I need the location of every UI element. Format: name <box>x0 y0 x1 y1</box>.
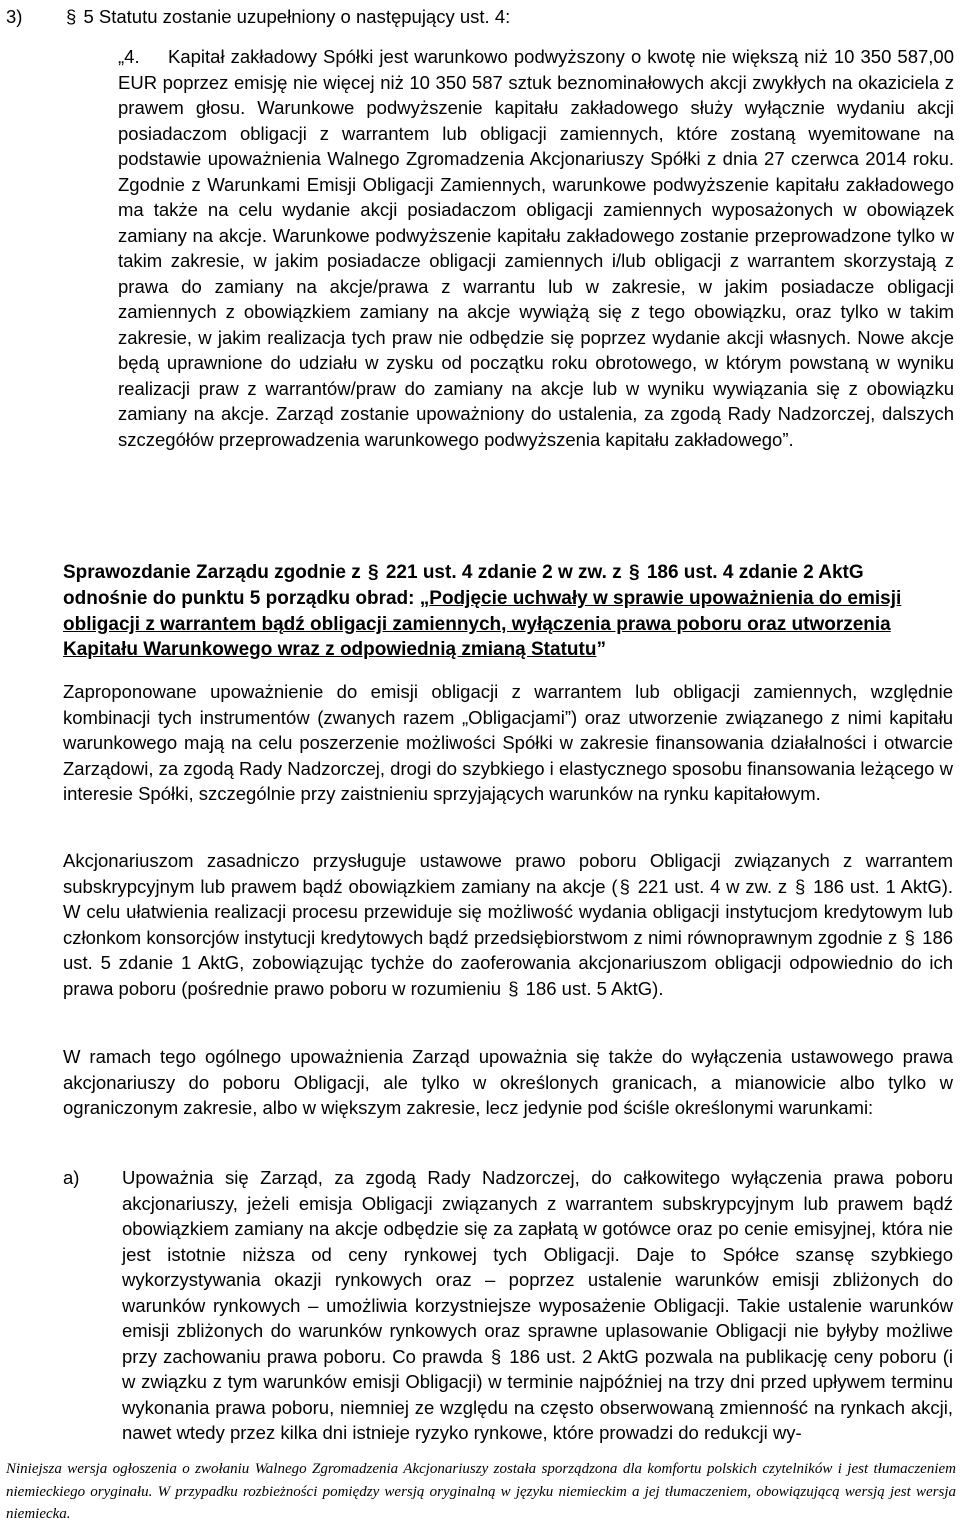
paragraph-exclusion-conditions: W ramach tego ogólnego upoważnienia Zarząd upoważnia się także do wyłączenia ustawowego prawa akcjonariuszy do poboru Obligacji, ale tylko w określonych granicach, a mianowicie albo tylko w ograniczonym zakresie, albo w większym zakresie, lecz jedynie pod ściśle określonymi warunkami: <box>63 1046 953 1119</box>
text-span: 221 ust. 4 w zw. z <box>637 875 788 897</box>
close-quote: ” <box>596 639 606 661</box>
amendment-heading <box>6 4 946 30</box>
text-span: Akcjonariuszom zasadniczo przysługuje ustawowe prawo poboru Obligacji związanych z warrantem subskrypcyjnym lub prawem bądź obowiązkiem zamiany na akcje ( <box>63 850 953 897</box>
list-item-a <box>63 1165 953 1446</box>
text-span: Upoważnia się Zarząd, za zgodą Rady Nadzorczej, do całkowitego wyłączenia prawa poboru akcjonariuszy, jeżeli emisja Obligacji związanych z warrantem subskrypcyjnym lub prawem bądź obowiązkiem zamiany na akcje odbędzie się za zapłatą w gotówce oraz po cenie emisyjnej, która nie jest istotnie niższa od ceny rynkowej tych Obligacji. Daje to Spółce szansę szybkiego wykorzystywania okazji rynkowych oraz – poprzez ustalenie warunków emisji zbliżonych do warunków rynkowych – umożliwia korzystniejsze wyposażenie Obligacji. Takie ustalenie warunków emisji zbliżonych do warunków rynkowych oraz sprawne uplasowanie Obligacji nie byłyby możliwe przy zachowaniu prawa poboru. Co prawda <box>122 1167 953 1367</box>
section-sign: § <box>904 926 915 948</box>
report-heading <box>63 560 953 663</box>
text-span: 186 ust. 2 AktG pozwala na publikację ceny poboru (i w związku z tym warunków emisji Obligacji) w terminie najpóźniej na trzy dni przed upływem terminu wykonania prawa poboru, niemniej ze względu na często obserwowaną zmienność na rynkach akcji, nawet wtedy przez kilka dni istnieje ryzyko rynkowe, które prowadzi do redukcji wy- <box>122 1345 954 1444</box>
report-heading-part3: 186 ust. 4 zdanie 2 AktG odnośnie do punktu 5 porządku obrad: <box>63 562 864 609</box>
section-sign: § <box>508 977 519 999</box>
paragraph-purpose: Zaproponowane upoważnienie do emisji obligacji z warrantem lub obligacji zamiennych, względnie kombinacji tych instrumentów (zwanych razem „Obligacjami”) oraz utworzenie związanego z nimi kapitału warunkowego mają na celu poszerzenie możliwości Spółki w zakresie finansowania działalności i otwarcie Zarządowi, za zgodą Rady Nadzorczej, drogi do szybkiego i elastycznego sposobu finansowania leżącego w interesie Spółki, szczególnie przy zaistnieniu sprzyjających warunków na rynku kapitałowym. <box>63 681 953 805</box>
amendment-number: 3) <box>6 6 23 27</box>
section-sign: § <box>619 875 630 897</box>
statute-paragraph-text: Kapitał zakładowy Spółki jest warunkowo podwyższony o kwotę nie większą niż 10 350 587,00 EUR poprzez emisję nie więcej niż 10 350 587 sztuk beznominałowych akcji zwykłych na okaziciela z prawem głosu. Warunkowe podwyższenie kapitału zakładowego służy wyłącznie wydaniu akcji posiadaczom obligacji z warrantem lub obligacji zamiennych, które zostaną wyemitowane na podstawie upoważnienia Walnego Zgromadzenia Akcjonariuszy Spółki z dnia 27 czerwca 2014 roku. Zgodnie z Warunkami Emisji Obligacji Zamiennych, warunkowe podwyższenie kapitału zakładowego ma także na celu wydanie akcji posiadaczom obligacji zamiennych wyposażonych w obowiązek zamiany na akcje. Warunkowe podwyższenie kapitału zakładowego zostanie przeprowadzone tylko w takim zakresie, w jakim posiadacze obligacji zamiennych i/lub obligacji z warrantem skorzystają z prawa do zamiany na akcje/prawa z warrantu lub w zakresie, w jakim posiadacze obligacji zamiennych z obowiązkiem zamiany na akcje wywiążą się z tego obowiązku, oraz tylko w takim zakresie, w jakim realizacja tych praw nie odbędzie się poprzez wydanie akcji własnych. Nowe akcje będą uprawnione do udziału w zysku od początku roku obrotowego, w którym powstaną w wyniku realizacji praw z warrantów/praw do zamiany na akcje lub w wyniku wywiązania się z obowiązku zamiany na akcje. Zarząd zostanie upoważniony do ustalenia, za zgodą Rady Nadzorczej, dalszych szczegółów przeprowadzenia warunkowego podwyższenia kapitału zakładowego”. <box>118 46 954 450</box>
text-span: 186 ust. 1 AktG). W celu ułatwienia realizacji procesu przewiduje się możliwość wydania obligacji instytucjom kredytowym lub członkom konsorcjów instytucji kredytowych bądź przedsiębiorstwom z nimi równoprawnym zgodnie z <box>63 875 954 948</box>
list-item-text <box>122 1165 953 1446</box>
paragraph-subscription-right <box>63 848 953 1001</box>
text-span: 186 ust. 5 zdanie 1 AktG, zobowiązując tychże do zaoferowania akcjonariuszom obligacji odpowiednio do ich prawa poboru (pośrednie prawo poboru w rozumieniu <box>63 926 954 999</box>
list-item-label: a) <box>63 1167 80 1188</box>
section-sign: § <box>628 562 640 583</box>
report-heading-part2: 221 ust. 4 zdanie 2 w zw. z <box>385 562 622 583</box>
statute-paragraph-4 <box>118 44 954 452</box>
section-sign: § <box>367 562 379 583</box>
report-heading-part1: Sprawozdanie Zarządu zgodnie z <box>63 562 361 583</box>
amendment-heading-text: 5 Statutu zostanie uzupełniony o następujący ust. 4: <box>83 6 511 27</box>
agenda-item-title: Podjęcie uchwały w sprawie upoważnienia do emisji obligacji z warrantem bądź obligacji zamiennych, wyłączenia prawa poboru oraz utworzenia Kapitału Warunkowego wraz z odpowiednią zmianą Statutu <box>63 587 902 661</box>
section-sign: § <box>66 6 77 27</box>
text-span: 186 ust. 5 AktG). <box>525 977 664 999</box>
statute-paragraph-number: „4. <box>118 46 140 67</box>
open-quote: „ <box>419 587 430 609</box>
section-sign: § <box>795 875 806 897</box>
section-sign: § <box>490 1345 502 1367</box>
translation-disclaimer-footer: Niniejsza wersja ogłoszenia o zwołaniu Walnego Zgromadzenia Akcjonariuszy została sporządzona dla komfortu polskich czytelników i jest tłumaczeniem niemieckiego oryginału. W przypadku rozbieżności pomiędzy wersją oryginalną w języku niemieckim a jej tłumaczeniem, obowiązującą wersją jest wersja niemiecka. <box>6 1458 956 1526</box>
